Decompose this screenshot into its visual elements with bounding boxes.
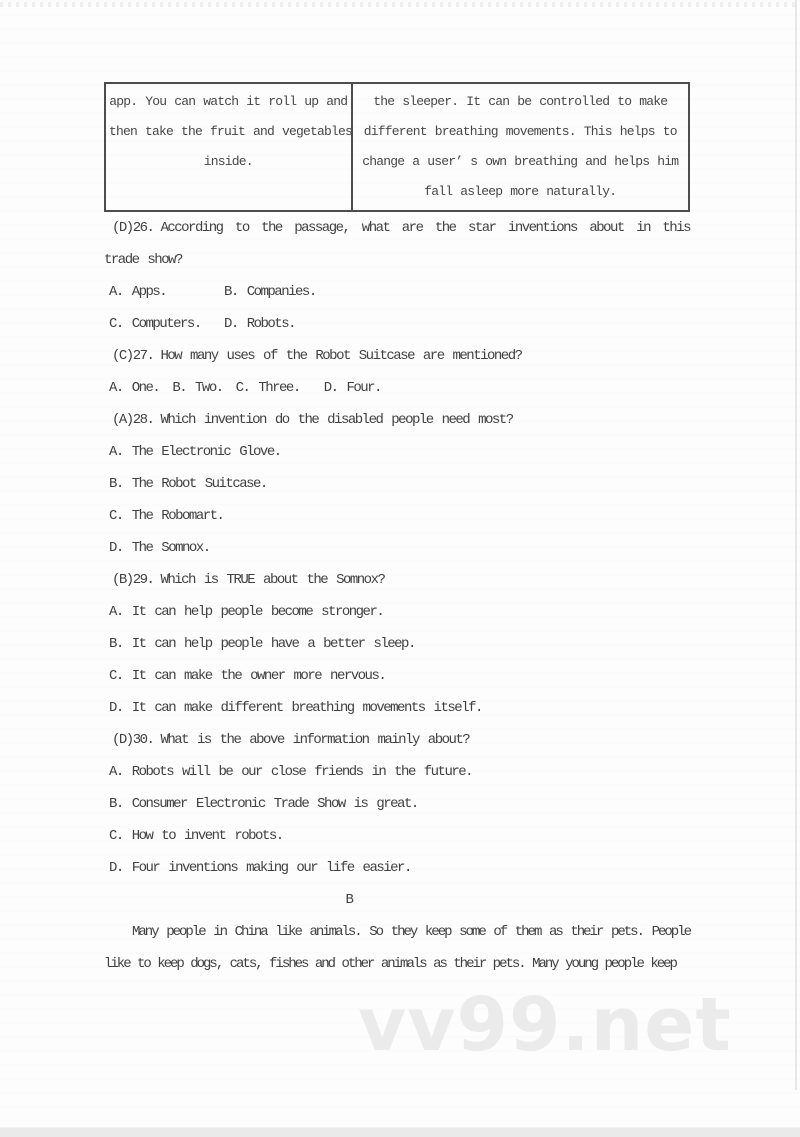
question-28-answer: (A): [112, 412, 133, 428]
cell-text-line: then take the fruit and vegetables: [109, 124, 353, 139]
question-30-number: 30.: [132, 732, 154, 748]
question-30-option-b: B. Consumer Electronic Trade Show is great.: [109, 796, 418, 812]
question-29-option-a: A. It can help people become stronger.: [109, 604, 384, 620]
section-heading-b: B: [345, 892, 353, 908]
table-cell-robomart: [105, 83, 352, 211]
cell-text-line: different breathing movements. This helps to: [363, 124, 677, 139]
scan-bottom-edge: [0, 1127, 800, 1137]
question-27-option-c: C. Three.: [235, 380, 300, 396]
scan-right-edge: [795, 0, 797, 1090]
question-26-line: [104, 212, 690, 276]
question-29-option-d: D. It can make different breathing movements itself.: [109, 700, 482, 716]
question-26-option-d: D. Robots.: [224, 316, 296, 332]
question-30-line: [104, 724, 690, 756]
question-29-line: [104, 564, 690, 596]
question-26-option-a: A. Apps.: [109, 284, 167, 300]
question-28: [104, 404, 690, 564]
question-28-number: 28.: [132, 412, 154, 428]
question-27-option-d: D. Four.: [323, 380, 381, 396]
question-30: [104, 724, 690, 884]
table-cell-somnox: [352, 83, 689, 211]
question-28-text: Which invention do the disabled people need most?: [160, 412, 513, 428]
question-26-number: 26.: [132, 220, 154, 236]
page-content: [104, 82, 690, 980]
cell-text-line: inside.: [203, 154, 253, 169]
question-27-answer: (C): [112, 348, 133, 364]
question-28-option-d: D. The Somnox.: [109, 540, 210, 556]
invention-description-table: [104, 82, 690, 212]
question-30-option-d: D. Four inventions making our life easier.: [109, 860, 411, 876]
question-28-option-a: A. The Electronic Glove.: [109, 444, 281, 460]
question-26-answer: (D): [112, 220, 133, 236]
cell-text-line: change a user’ s own breathing and helps him: [362, 154, 679, 169]
question-30-option-a: A. Robots will be our close friends in the future.: [109, 764, 473, 780]
question-27-options: [104, 372, 690, 404]
question-26: [104, 212, 690, 340]
question-30-option-c: C. How to invent robots.: [109, 828, 283, 844]
question-26-option-c: C. Computers.: [109, 316, 201, 332]
question-30-text: What is the above information mainly about?: [160, 732, 470, 748]
question-29-text: Which is TRUE about the Somnox?: [160, 572, 385, 588]
question-27-line: [104, 340, 690, 372]
question-29: [104, 564, 690, 724]
question-29-option-c: C. It can make the owner more nervous.: [109, 668, 386, 684]
table-row: [105, 83, 689, 211]
cell-text-line: fall asleep more naturally.: [424, 184, 617, 199]
question-30-answer: (D): [112, 732, 133, 748]
question-26-option-b: B. Companies.: [224, 284, 316, 300]
question-29-option-b: B. It can help people have a better sleep.: [109, 636, 415, 652]
scan-top-perforation: [0, 2, 800, 7]
question-28-line: [104, 404, 690, 436]
cell-text-line: the sleeper. It can be controlled to make: [373, 94, 668, 109]
passage-b-paragraph: Many people in China like animals. So they keep some of them as their pets. People like to keep dogs, cats, fishes and other animals as their pets. Many young people keep: [104, 924, 690, 972]
question-29-answer: (B): [112, 572, 133, 588]
question-27-option-a: A. One.: [109, 380, 160, 396]
question-28-option-b: B. The Robot Suitcase.: [109, 476, 267, 492]
watermark-text: vv99.net: [358, 982, 732, 1068]
question-27: [104, 340, 690, 404]
question-27-option-b: B. Two.: [172, 380, 223, 396]
question-26-text: According to the passage, what are the star inventions about in this trade show?: [104, 220, 690, 268]
question-28-option-c: C. The Robomart.: [109, 508, 224, 524]
question-27-number: 27.: [132, 348, 154, 364]
question-29-number: 29.: [132, 572, 154, 588]
cell-text-line: app. You can watch it roll up and: [109, 94, 348, 109]
question-27-text: How many uses of the Robot Suitcase are mentioned?: [160, 348, 522, 364]
question-26-options: [104, 276, 690, 340]
